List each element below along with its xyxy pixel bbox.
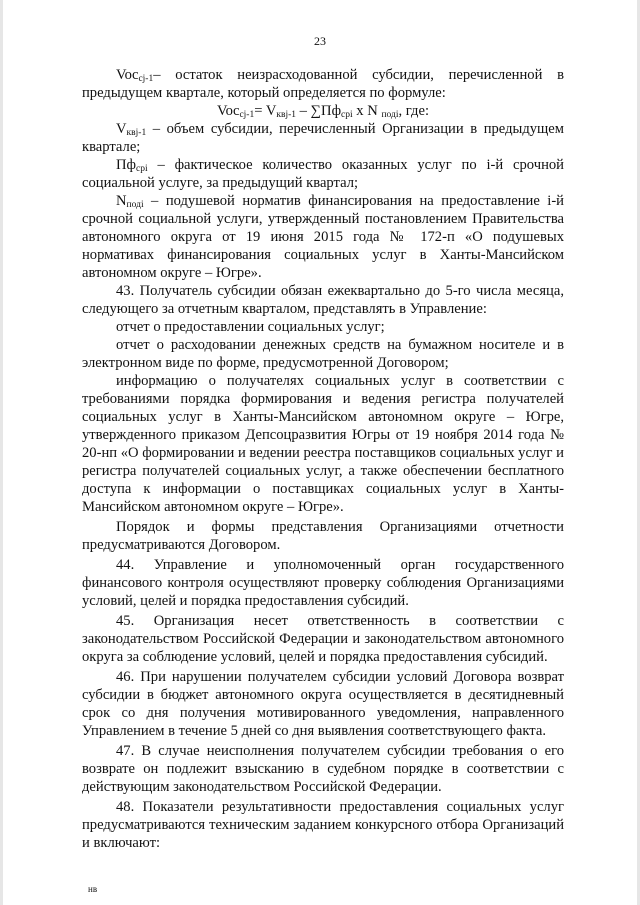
text-run: – подушевой норматив финансирования на предоставление i-й срочной социальной услуги, утвержденный постановлением Правительства автономного округа от 19 июня 2015 года № 172-п «О подушевых нормативах финансирования социальных услуг в Ханты-Мансийском автономном округе – Югре». <box>82 193 564 281</box>
paragraph-p45 <box>82 612 564 666</box>
footer-code: нв <box>88 884 98 894</box>
text-run: Voc <box>217 103 240 119</box>
paragraph-p43a <box>82 318 564 336</box>
paragraph-formula <box>82 102 564 120</box>
text-run: 46. При нарушении получателем субсидии условий Договора возврат субсидии в бюджет автономного округа осуществляется в десятидневный срок со дня получения мотивированного уведомления, направленного Управлением в течение 5 дней со дня выявления соответствующего факта. <box>82 669 564 739</box>
page-number: 23 <box>314 34 326 48</box>
paragraph-p46 <box>82 668 564 740</box>
paragraph-vkv <box>82 120 564 156</box>
subscript: cj-1 <box>138 74 154 84</box>
text-run: 43. Получатель субсидии обязан ежеквартально до 5-го числа месяца, следующего за отчетным кварталом, представлять в Управление: <box>82 283 564 317</box>
document-body <box>82 66 564 852</box>
paragraph-p44 <box>82 556 564 610</box>
text-run: отчет о расходовании денежных средств на бумажном носителе и в электронном виде по форме, предусмотренной Договором; <box>82 337 564 371</box>
paragraph-p47 <box>82 742 564 796</box>
text-run: – ∑Пф <box>296 103 342 119</box>
paragraph-p43b <box>82 336 564 372</box>
subscript: срi <box>136 164 148 174</box>
paragraph-voc <box>82 66 564 102</box>
paragraph-p43 <box>82 282 564 318</box>
text-run: – фактическое количество оказанных услуг по i-й срочной социальной услуге, за предыдущий квартал; <box>82 157 564 191</box>
text-run: 48. Показатели результативности предоставления социальных услуг предусматриваются техническим заданием конкурсного отбора Организаций и включают: <box>82 799 564 851</box>
paragraph-p48 <box>82 798 564 852</box>
text-run: 47. В случае неисполнения получателем субсидии требования о его возврате он подлежит взысканию в судебном порядке в соответствии с действующим законодательством Российской Федерации. <box>82 743 564 795</box>
subscript: подi <box>381 110 399 120</box>
text-run: x N <box>352 103 382 119</box>
text-run: , где: <box>398 103 429 119</box>
subscript: cj-1 <box>239 110 255 120</box>
text-run: информацию о получателях социальных услуг в соответствии с требованиями порядка формирования и ведения регистра получателей социальных услуг в Ханты-Мансийском автономном округе – Югре, утвержденного приказом Депсоцразвития Югры от 19 ноября 2014 года № 20-нп «О формировании и ведении реестра поставщиков социальных услуг и регистра получателей социальных услуг, а также обеспечении бесплатного доступа к информации о поставщиках социальных услуг в Ханты-Мансийском автономном округе – Югре». <box>82 373 564 515</box>
paragraph-npod <box>82 192 564 282</box>
paragraph-p43d <box>82 518 564 554</box>
scan-edge-left <box>0 0 3 905</box>
subscript: квj-1 <box>126 128 147 138</box>
text-run: 44. Управление и уполномоченный орган государственного финансового контроля осуществляют проверку соблюдения Организациями условий, целей и порядка предоставления субсидий. <box>82 557 564 609</box>
text-run: = V <box>254 103 277 119</box>
text-run: Voc <box>116 67 139 83</box>
text-run: отчет о предоставлении социальных услуг; <box>116 319 385 335</box>
paragraph-p43c <box>82 372 564 516</box>
paragraph-pf <box>82 156 564 192</box>
subscript: срi <box>341 110 353 120</box>
text-run: Порядок и формы представления Организациями отчетности предусматриваются Договором. <box>82 519 564 553</box>
text-run: V <box>116 121 127 137</box>
text-run: – остаток неизрасходованной субсидии, перечисленной в предыдущем квартале, который определяется по формуле: <box>82 67 564 101</box>
text-run: – объем субсидии, перечисленный Организации в предыдущем квартале; <box>82 121 564 155</box>
subscript: квj-1 <box>276 110 297 120</box>
subscript: подi <box>126 200 144 210</box>
text-run: N <box>116 193 127 209</box>
text-run: 45. Организация несет ответственность в соответствии с законодательством Российской Федерации и законодательством автономного округа за соблюдение условий, целей и порядка предоставления субсидий. <box>82 613 564 665</box>
text-run: Пф <box>116 157 136 173</box>
